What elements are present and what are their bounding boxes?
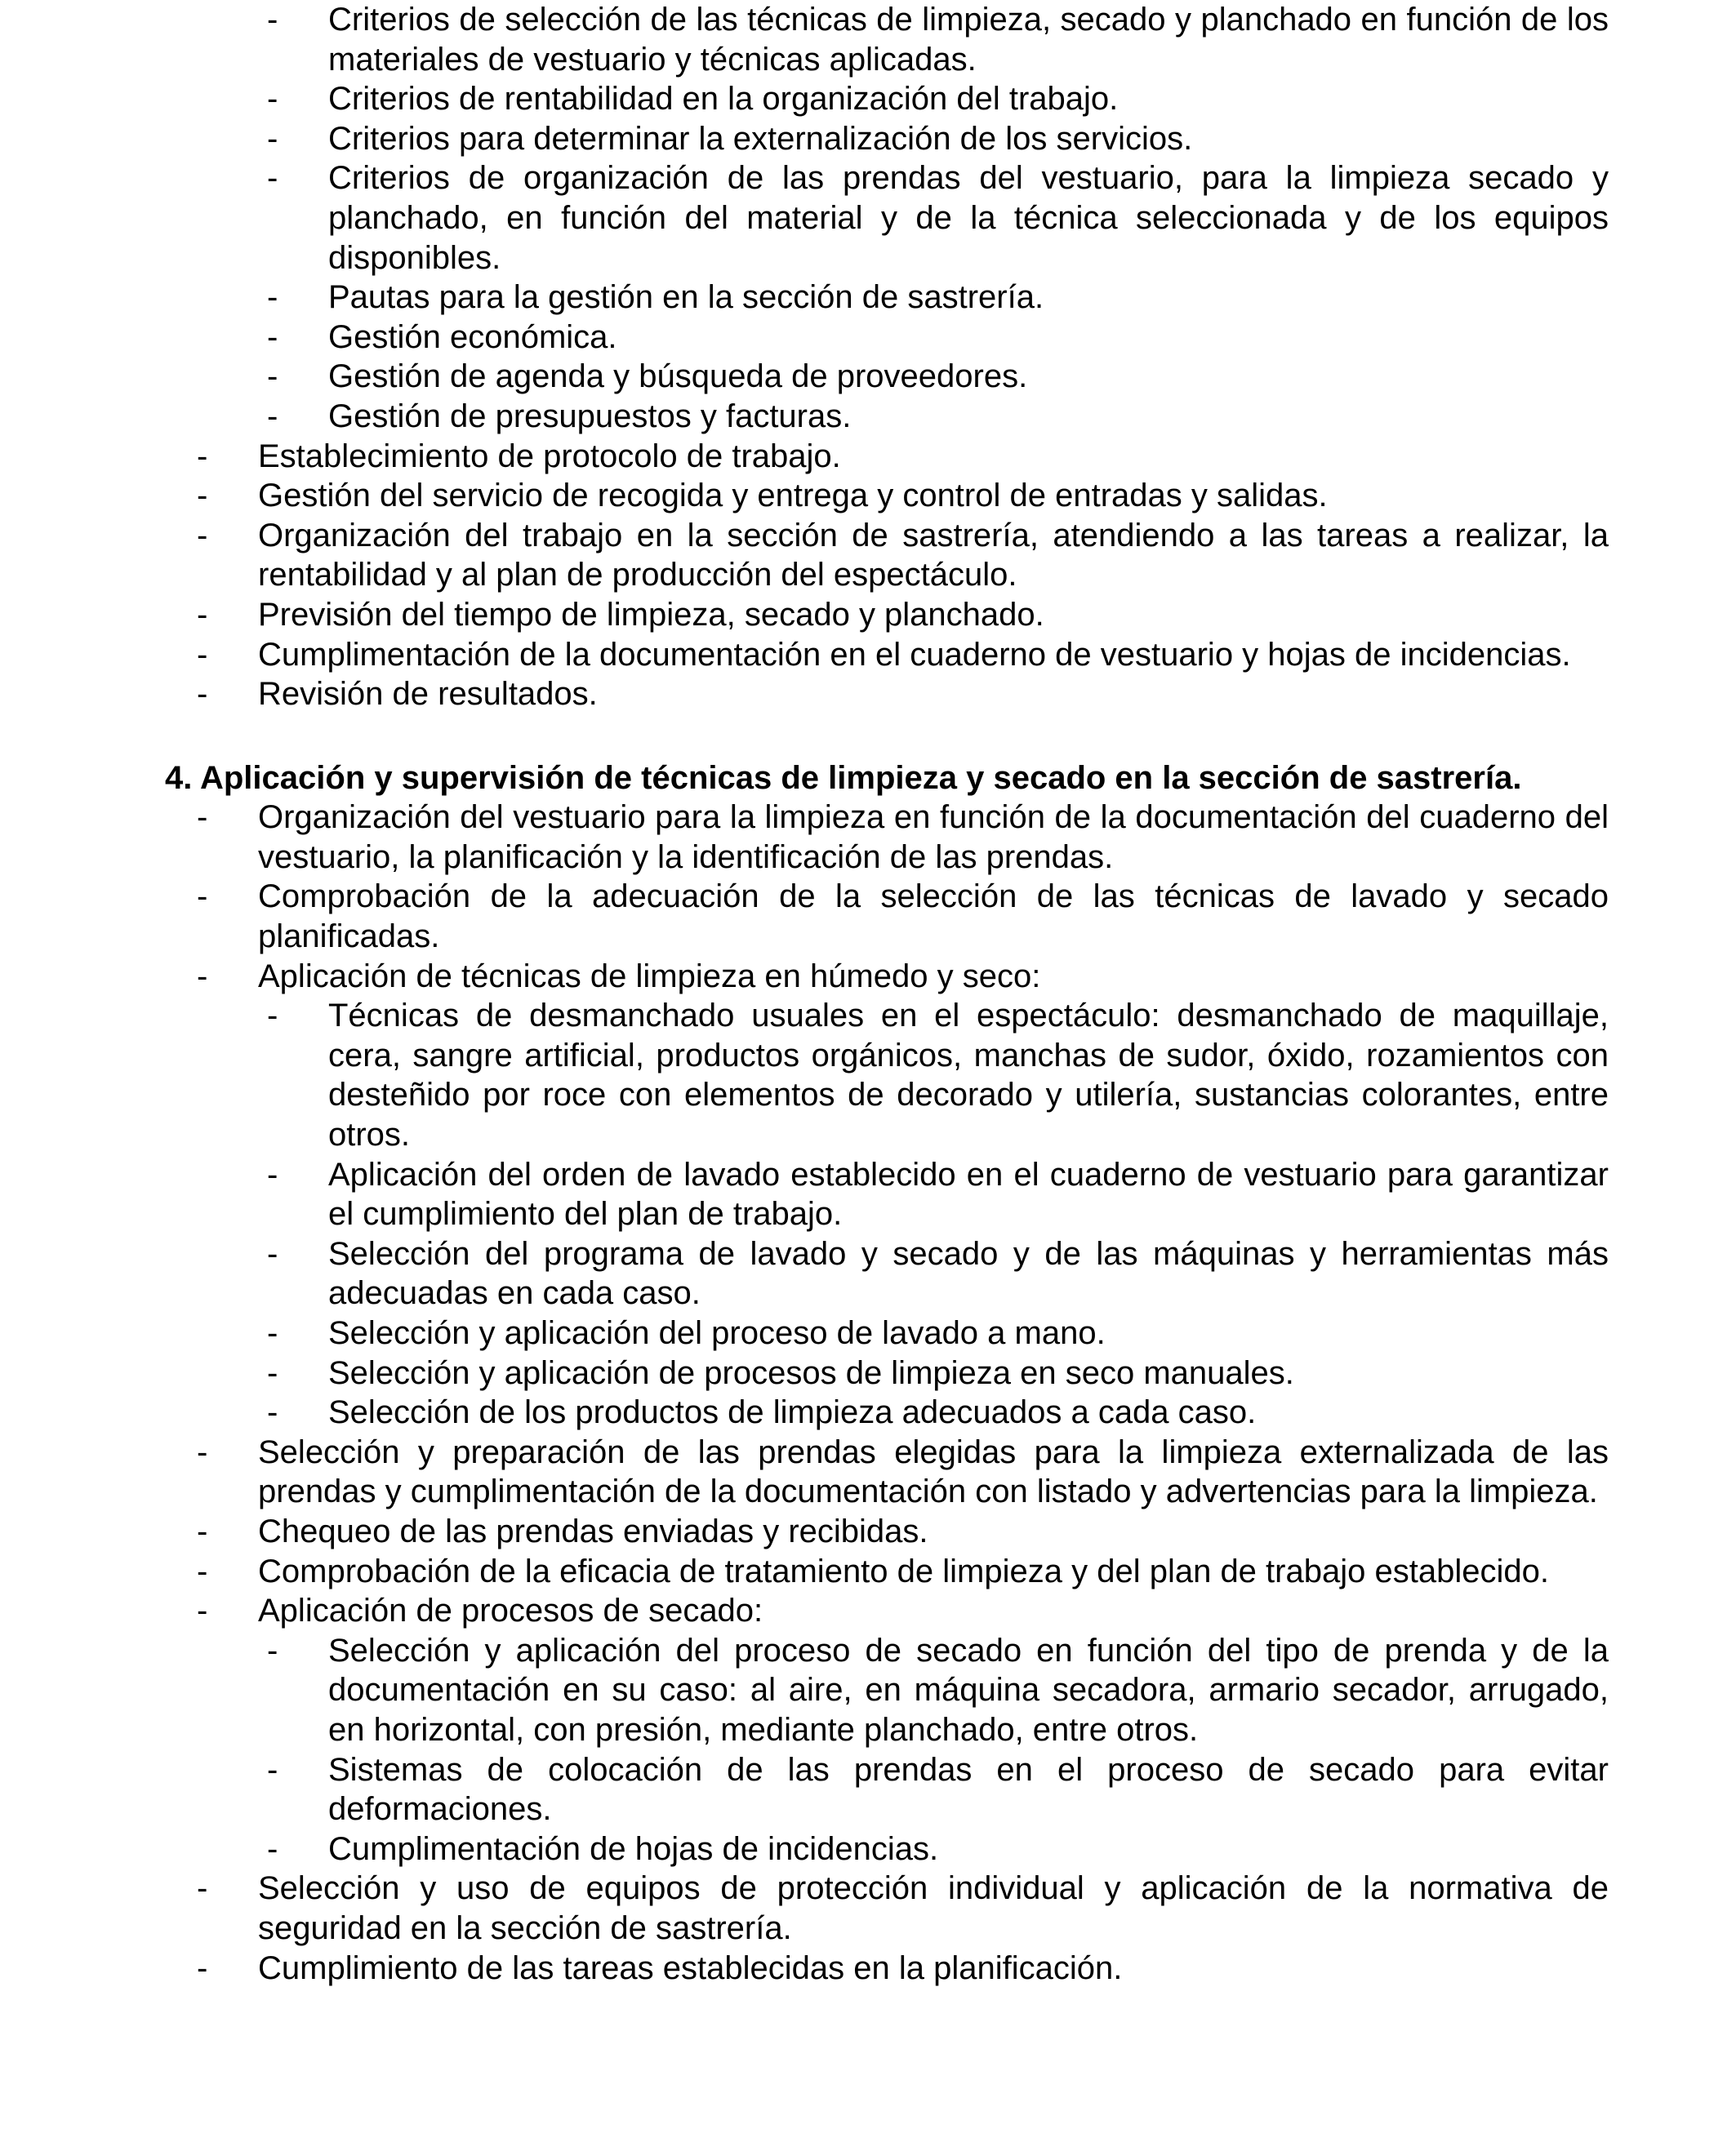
sub-list-item <box>267 318 1609 358</box>
list-item-text: Selección y uso de equipos de protección individual y aplicación de la normativa de seguridad en la sección de sastrería. <box>258 1870 1609 1946</box>
list-item-text: Técnicas de desmanchado usuales en el espectáculo: desmanchado de maquillaje, cera, sangre artificial, productos orgánicos, manchas de sudor, óxido, rozamientos con desteñido por roce con elementos de decorado y utilería, sustancias colorantes, entre otros. <box>328 998 1609 1154</box>
sub-list-item <box>267 158 1609 278</box>
list-item <box>197 1512 1609 1552</box>
bullet-dash: - <box>197 1434 208 1470</box>
list-item-text: Establecimiento de protocolo de trabajo. <box>258 438 841 474</box>
sub-list-item <box>267 397 1609 437</box>
sub-list-item <box>267 1393 1609 1433</box>
list-item-text: Chequeo de las prendas enviadas y recibidas. <box>258 1513 928 1549</box>
sub-list-item <box>267 1829 1609 1869</box>
list-item <box>197 1433 1609 1512</box>
list-item-text: Selección del programa de lavado y secado y de las máquinas y herramientas más adecuadas en cada caso. <box>328 1235 1609 1312</box>
list-item-text: Gestión del servicio de recogida y entrega y control de entradas y salidas. <box>258 478 1328 514</box>
bullet-dash: - <box>267 1315 278 1351</box>
list-item-text: Criterios de organización de las prendas del vestuario, para la limpieza secado y planchado, en función del material y de la técnica seleccionada y de los equipos disponibles. <box>328 160 1609 276</box>
list-item <box>197 476 1609 516</box>
section-4-heading: 4. Aplicación y supervisión de técnicas de limpieza y secado en la sección de sastrería. <box>165 759 1522 796</box>
list-item <box>197 1552 1609 1592</box>
sub-list-item <box>267 996 1609 1154</box>
bullet-dash: - <box>267 81 278 118</box>
bullet-dash: - <box>267 279 278 316</box>
bullet-dash: - <box>267 160 278 197</box>
bullet-dash: - <box>267 1394 278 1431</box>
bullet-dash: - <box>267 2 278 38</box>
list-item <box>197 1949 1609 1989</box>
bullet-dash: - <box>197 596 208 633</box>
list-item-text: Selección y aplicación del proceso de secado en función del tipo de prenda y de la documentación en su caso: al aire, en máquina secadora, armario secador, arrugado, en horizontal, con presión, mediante planchado, entre otros. <box>328 1632 1609 1748</box>
bullet-dash: - <box>197 636 208 673</box>
bullet-dash: - <box>267 318 278 355</box>
list-item-text: Previsión del tiempo de limpieza, secado y planchado. <box>258 596 1044 633</box>
list-item <box>197 516 1609 595</box>
sub-list-item <box>267 1314 1609 1354</box>
list-item-text: Criterios de rentabilidad en la organización del trabajo. <box>328 81 1119 118</box>
sub-list-item <box>267 0 1609 79</box>
bullet-dash: - <box>197 1553 208 1589</box>
bullet-dash: - <box>267 998 278 1034</box>
list-item-text: Sistemas de colocación de las prendas en el proceso de secado para evitar deformaciones. <box>328 1751 1609 1828</box>
sub-list-item <box>267 1234 1609 1314</box>
list-item <box>197 635 1609 675</box>
list-item <box>197 1869 1609 1948</box>
list-item-text: Gestión de agenda y búsqueda de proveedores. <box>328 358 1028 395</box>
list-item-text: Selección y aplicación de procesos de limpieza en seco manuales. <box>328 1354 1294 1391</box>
list-item-text: Criterios para determinar la externalización de los servicios. <box>328 120 1193 157</box>
list-item-text: Gestión económica. <box>328 318 617 355</box>
section-3-list-continued <box>0 0 1736 714</box>
sub-list-item <box>267 79 1609 119</box>
sub-list-item <box>267 357 1609 397</box>
bullet-dash: - <box>267 1751 278 1788</box>
list-item <box>197 595 1609 635</box>
section-4-list <box>0 798 1736 1988</box>
bullet-dash: - <box>197 878 208 915</box>
bullet-dash: - <box>197 676 208 713</box>
sub-list-item <box>267 1631 1609 1750</box>
sub-list-item <box>267 1354 1609 1394</box>
list-item-text: Gestión de presupuestos y facturas. <box>328 398 852 434</box>
sub-list-item <box>267 119 1609 159</box>
list-item-text: Cumplimiento de las tareas establecidas en la planificación. <box>258 1949 1123 1986</box>
list-item-text: Revisión de resultados. <box>258 676 598 713</box>
list-item-text: Criterios de selección de las técnicas de limpieza, secado y planchado en función de los materiales de vestuario y técnicas aplicadas. <box>328 2 1609 78</box>
bullet-dash: - <box>197 517 208 553</box>
list-item-text: Comprobación de la eficacia de tratamiento de limpieza y del plan de trabajo establecido. <box>258 1553 1549 1589</box>
list-item-text: Comprobación de la adecuación de la selección de las técnicas de lavado y secado planificadas. <box>258 878 1609 955</box>
list-item <box>197 877 1609 956</box>
list-item-text: Pautas para la gestión en la sección de sastrería. <box>328 279 1044 316</box>
bullet-dash: - <box>267 358 278 395</box>
list-item-text: Selección y preparación de las prendas elegidas para la limpieza externalizada de las prendas y cumplimentación de la documentación con listado y advertencias para la limpieza. <box>258 1434 1609 1510</box>
list-item-text: Selección de los productos de limpieza adecuados a cada caso. <box>328 1394 1257 1431</box>
list-item <box>197 1591 1609 1631</box>
list-item-text: Organización del trabajo en la sección de sastrería, atendiendo a las tareas a realizar, la rentabilidad y al plan de producción del espectáculo. <box>258 517 1609 593</box>
list-item <box>197 798 1609 877</box>
bullet-dash: - <box>197 1870 208 1907</box>
bullet-dash: - <box>197 1949 208 1986</box>
bullet-dash: - <box>267 120 278 157</box>
bullet-dash: - <box>267 398 278 434</box>
sub-list-item <box>267 1155 1609 1234</box>
list-item-text: Aplicación de procesos de secado: <box>258 1593 763 1629</box>
list-item <box>197 957 1609 997</box>
section-spacer <box>0 714 1736 758</box>
bullet-dash: - <box>267 1830 278 1867</box>
list-item-text: Organización del vestuario para la limpieza en función de la documentación del cuaderno del vestuario, la planificación y la identificación de las prendas. <box>258 799 1609 875</box>
list-item <box>197 437 1609 477</box>
bullet-dash: - <box>267 1354 278 1391</box>
bullet-dash: - <box>197 438 208 474</box>
bullet-dash: - <box>197 958 208 994</box>
list-item-text: Cumplimentación de hojas de incidencias. <box>328 1830 939 1867</box>
list-item-text: Cumplimentación de la documentación en el cuaderno de vestuario y hojas de incidencias. <box>258 636 1571 673</box>
list-item-text: Aplicación de técnicas de limpieza en húmedo y seco: <box>258 958 1041 994</box>
bullet-dash: - <box>197 799 208 836</box>
bullet-dash: - <box>267 1632 278 1669</box>
list-item-text: Aplicación del orden de lavado establecido en el cuaderno de vestuario para garantizar el cumplimiento del plan de trabajo. <box>328 1156 1609 1233</box>
list-item-text: Selección y aplicación del proceso de lavado a mano. <box>328 1315 1106 1351</box>
sub-list-item <box>267 1750 1609 1829</box>
bullet-dash: - <box>197 1593 208 1629</box>
bullet-dash: - <box>267 1156 278 1193</box>
bullet-dash: - <box>197 478 208 514</box>
bullet-dash: - <box>267 1235 278 1272</box>
bullet-dash: - <box>197 1513 208 1549</box>
sub-list-item <box>267 278 1609 318</box>
list-item <box>197 674 1609 714</box>
